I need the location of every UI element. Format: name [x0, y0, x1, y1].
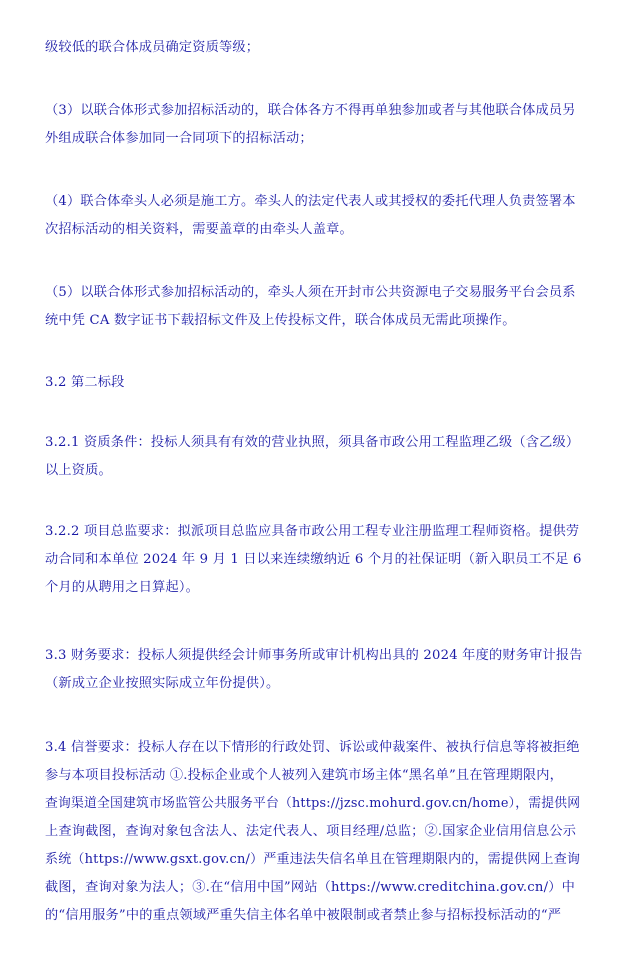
text-line: 动合同和本单位 2024 年 9 月 1 日以来连续缴纳近 6 个月的社保证明（新入职员工不足 6 — [45, 552, 582, 567]
text-line: 统中凭 CA 数字证书下载招标文件及上传投标文件，联合体成员无需此项操作。 — [45, 313, 516, 328]
paragraph-continuation — [45, 34, 585, 62]
text-line: 级较低的联合体成员确定资质等级； — [45, 40, 260, 55]
text-line: 3.2.1 资质条件：投标人须具有有效的营业执照，须具备市政公用工程监理乙级（含乙级） — [45, 435, 580, 450]
paragraph-3-2-2 — [45, 518, 585, 602]
paragraph-item-3 — [45, 97, 585, 153]
text-line: 3.3 财务要求：投标人须提供经会计师事务所或审计机构出具的 2024 年度的财务审计报告 — [45, 648, 583, 663]
text-line: （新成立企业按照实际成立年份提供）。 — [45, 676, 280, 691]
section-heading-3-2 — [45, 369, 585, 397]
text-line: （5）以联合体形式参加招标活动的，牵头人须在开封市公共资源电子交易服务平台会员系 — [45, 285, 576, 300]
text-line: 上查询截图，查询对象包含法人、法定代表人、项目经理/总监；②.国家企业信用信息公示 — [45, 824, 577, 839]
text-line: 次招标活动的相关资料，需要盖章的由牵头人盖章。 — [45, 222, 353, 237]
text-line: 系统（https://www.gsxt.gov.cn/）严重违法失信名单且在管理期限内的，需提供网上查询 — [45, 852, 581, 867]
text-line: 截图，查询对象为法人；③.在“信用中国”网站（https://www.creditchina.gov.cn/）中 — [45, 880, 575, 895]
text-line: 个月的从聘用之日算起）。 — [45, 580, 200, 595]
text-line: （4）联合体牵头人必须是施工方。牵头人的法定代表人或其授权的委托代理人负责签署本 — [45, 194, 576, 209]
text-line: 参与本项目投标活动 ①.投标企业或个人被列入建筑市场主体“黑名单”且在管理期限内， — [45, 768, 564, 783]
text-line: 3.4 信誉要求：投标人存在以下情形的行政处罚、诉讼或仲裁案件、被执行信息等将被拒绝 — [45, 740, 580, 755]
text-line: 3.2 第二标段 — [45, 375, 125, 390]
text-line: 以上资质。 — [45, 463, 112, 478]
paragraph-3-2-1 — [45, 429, 585, 485]
paragraph-3-4 — [45, 734, 585, 930]
text-line: 外组成联合体参加同一合同项下的招标活动； — [45, 131, 313, 146]
text-line: 3.2.2 项目总监要求：拟派项目总监应具备市政公用工程专业注册监理工程师资格。提供劳 — [45, 524, 580, 539]
paragraph-item-5 — [45, 279, 585, 335]
text-line: （3）以联合体形式参加招标活动的，联合体各方不得再单独参加或者与其他联合体成员另 — [45, 103, 576, 118]
text-line: 的“信用服务”中的重点领域严重失信主体名单中被限制或者禁止参与招标投标活动的“严 — [45, 908, 562, 923]
text-line: 查询渠道全国建筑市场监管公共服务平台（https://jzsc.mohurd.gov.cn/home），需提供网 — [45, 796, 581, 811]
paragraph-3-3 — [45, 642, 585, 698]
paragraph-item-4 — [45, 188, 585, 244]
